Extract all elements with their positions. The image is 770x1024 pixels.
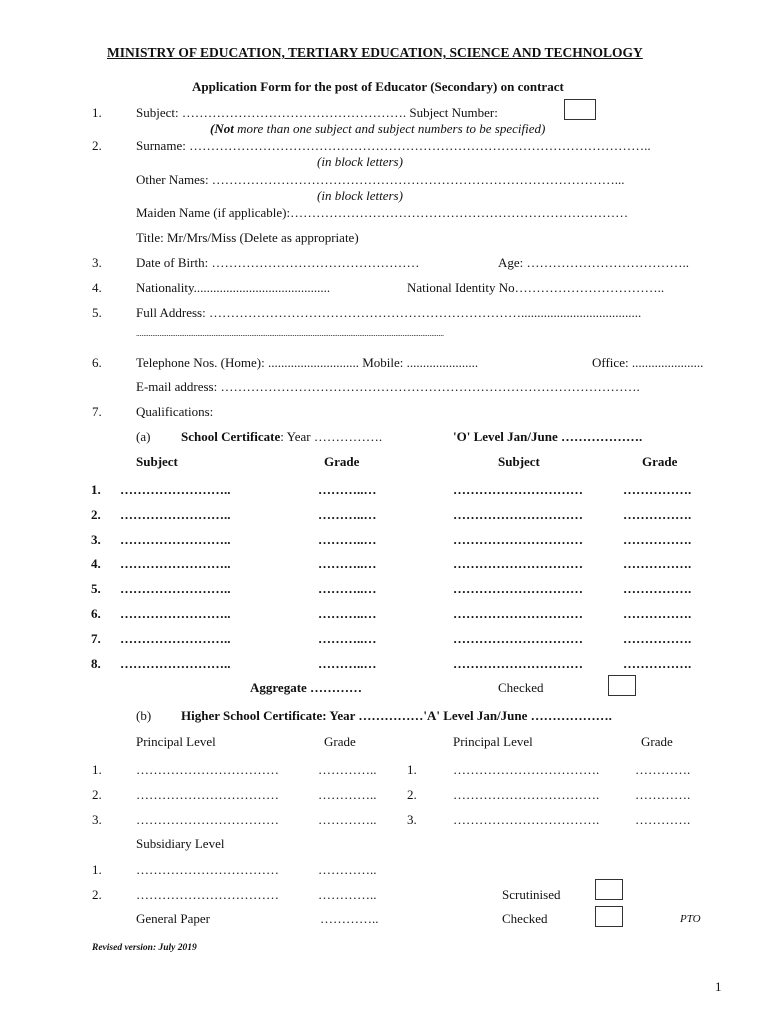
- page-number: 1: [715, 979, 722, 994]
- checked-box[interactable]: [595, 906, 623, 927]
- principal-grade-field[interactable]: ………….: [635, 787, 691, 802]
- checked-box[interactable]: [608, 675, 636, 696]
- principal-grade-field[interactable]: …………..: [318, 812, 377, 827]
- col-principal-level: Principal Level: [453, 734, 533, 749]
- principal-grade-field[interactable]: …………..: [318, 762, 377, 777]
- subject-entry-field[interactable]: …………………………: [453, 556, 583, 572]
- subject-entry-field[interactable]: ……………………..: [120, 606, 231, 621]
- principal-grade-field[interactable]: ………….: [635, 812, 691, 827]
- row-number: 4.: [91, 556, 101, 572]
- grade-entry-field[interactable]: ………..…: [318, 606, 377, 621]
- row-number: 8.: [91, 655, 101, 671]
- grade-entry-field[interactable]: …………….: [623, 655, 692, 671]
- grade-entry-field[interactable]: ………..…: [318, 482, 377, 497]
- scrutinised-box[interactable]: [595, 879, 623, 900]
- telephone-field[interactable]: Telephone Nos. (Home): ............................ Mobile: ......................: [136, 355, 479, 370]
- nationality-field[interactable]: Nationality..........................................: [136, 280, 331, 295]
- col-grade: Grade: [324, 734, 356, 749]
- col-subject: Subject: [136, 454, 178, 469]
- principal-subject-field[interactable]: …………………………….: [453, 787, 600, 802]
- grade-entry-field[interactable]: ………..…: [318, 581, 377, 597]
- grade-entry-field[interactable]: ………..…: [318, 556, 377, 572]
- block-letters-note: (in block letters): [317, 188, 403, 203]
- col-subject: Subject: [498, 454, 540, 469]
- school-certificate-year-field[interactable]: School Certificate: Year …………….: [181, 429, 383, 444]
- row-number: 1.: [91, 482, 101, 497]
- item-number: 2.: [92, 138, 102, 153]
- grade-entry-field[interactable]: …………….: [623, 630, 692, 646]
- subject-entry-field[interactable]: …………………………: [453, 630, 583, 646]
- subject-note: (Not more than one subject and subject numbers to be specified): [210, 121, 546, 136]
- subject-entry-field[interactable]: ……………………..: [120, 581, 231, 597]
- pto-note: PTO: [680, 913, 701, 925]
- o-level-field[interactable]: 'O' Level Jan/June ……………….: [453, 429, 643, 444]
- subject-entry-field[interactable]: ……………………..: [120, 482, 231, 497]
- row-number: 3.: [91, 531, 101, 547]
- grade-entry-field[interactable]: ………..…: [318, 506, 377, 522]
- subject-field[interactable]: Subject: ……………………………………………. Subject Number:: [136, 105, 498, 120]
- aggregate-field[interactable]: Aggregate …………: [250, 680, 363, 695]
- subject-entry-field[interactable]: …………………………: [453, 531, 583, 547]
- revised-version: Revised version: July 2019: [92, 943, 197, 953]
- principal-subject-field[interactable]: …………………………….: [453, 762, 600, 777]
- checked-label: Checked: [502, 911, 548, 926]
- principal-subject-field[interactable]: ……………………………: [136, 787, 279, 802]
- principal-subject-field[interactable]: ……………………………: [136, 812, 279, 827]
- row-number: 2.: [92, 787, 102, 802]
- subject-entry-field[interactable]: …………………………: [453, 506, 583, 522]
- row-number: 5.: [91, 581, 101, 597]
- ministry-heading: MINISTRY OF EDUCATION, TERTIARY EDUCATION, SCIENCE AND TECHNOLOGY: [107, 45, 643, 60]
- subject-entry-field[interactable]: ……………………..: [120, 630, 231, 646]
- form-title: Application Form for the post of Educator (Secondary) on contract: [192, 79, 564, 94]
- subsidiary-grade-field[interactable]: …………..: [318, 862, 377, 877]
- checked-label: Checked: [498, 680, 544, 695]
- surname-field[interactable]: Surname: ……………………………………………………………………………………………..: [136, 138, 651, 153]
- email-field[interactable]: E-mail address: …………………………………………………………………………………….: [136, 379, 640, 394]
- subject-entry-field[interactable]: ……………………..: [120, 556, 231, 572]
- row-number: 6.: [91, 606, 101, 621]
- title-field[interactable]: Title: Mr/Mrs/Miss (Delete as appropriate): [136, 230, 359, 245]
- grade-entry-field[interactable]: …………….: [623, 482, 692, 497]
- section-b-label: (b): [136, 708, 152, 723]
- maiden-name-field[interactable]: Maiden Name (if applicable):……………………………………………………………………: [136, 205, 629, 220]
- grade-entry-field[interactable]: …………….: [623, 531, 692, 547]
- col-principal-level: Principal Level: [136, 734, 216, 749]
- subject-entry-field[interactable]: ……………………..: [120, 655, 231, 671]
- subsidiary-grade-field[interactable]: …………..: [318, 887, 377, 902]
- grade-entry-field[interactable]: …………….: [623, 506, 692, 522]
- col-grade: Grade: [641, 734, 673, 749]
- row-number: 2.: [92, 887, 102, 902]
- office-phone-field[interactable]: Office: ......................: [592, 355, 704, 370]
- item-number: 6.: [92, 355, 102, 370]
- grade-entry-field[interactable]: …………….: [623, 606, 692, 621]
- grade-entry-field[interactable]: ………..…: [318, 655, 377, 671]
- row-number: 7.: [91, 630, 101, 646]
- hsc-year-field[interactable]: Higher School Certificate: Year ……………'A' Level Jan/June ……………….: [181, 708, 612, 723]
- col-grade: Grade: [642, 454, 678, 469]
- age-field[interactable]: Age: ………………………………..: [498, 255, 690, 270]
- row-number: 2.: [91, 506, 101, 522]
- scrutinised-label: Scrutinised: [502, 887, 561, 902]
- grade-entry-field[interactable]: ………..…: [318, 531, 377, 547]
- principal-subject-field[interactable]: ……………………………: [136, 762, 279, 777]
- col-grade: Grade: [324, 454, 360, 469]
- full-address-line-2[interactable]: ...........................................................................................................................................................................: [136, 329, 444, 338]
- item-number: 5.: [92, 305, 102, 320]
- national-id-field[interactable]: National Identity No……………………………..: [407, 280, 665, 295]
- other-names-field[interactable]: Other Names: …………………………………………………………………………………...: [136, 172, 625, 187]
- subsidiary-level-label: Subsidiary Level: [136, 836, 225, 851]
- date-of-birth-field[interactable]: Date of Birth: …………………………………………: [136, 255, 420, 270]
- subject-entry-field[interactable]: …………………………: [453, 655, 583, 671]
- subject-entry-field[interactable]: …………………………: [453, 581, 583, 597]
- subject-entry-field[interactable]: ……………………..: [120, 531, 231, 547]
- general-paper-grade-field[interactable]: …………..: [320, 911, 379, 926]
- row-number: 2.: [407, 787, 417, 802]
- row-number: 3.: [407, 812, 417, 827]
- subject-entry-field[interactable]: …………………………: [453, 606, 583, 621]
- item-number: 1.: [92, 105, 102, 120]
- grade-entry-field[interactable]: …………….: [623, 581, 692, 597]
- general-paper-label: General Paper: [136, 911, 210, 926]
- subsidiary-subject-field[interactable]: ……………………………: [136, 862, 279, 877]
- subsidiary-subject-field[interactable]: ……………………………: [136, 887, 279, 902]
- subject-entry-field[interactable]: ……………………..: [120, 506, 231, 522]
- item-number: 4.: [92, 280, 102, 295]
- full-address-field[interactable]: Full Address: ……………………………………………………………….....................................: [136, 305, 642, 320]
- row-number: 1.: [92, 762, 102, 777]
- subject-entry-field[interactable]: …………………………: [453, 482, 583, 497]
- row-number: 3.: [92, 812, 102, 827]
- principal-grade-field[interactable]: …………..: [318, 787, 377, 802]
- block-letters-note: (in block letters): [317, 154, 403, 169]
- grade-entry-field[interactable]: ………..…: [318, 630, 377, 646]
- principal-grade-field[interactable]: ………….: [635, 762, 691, 777]
- item-number: 7.: [92, 404, 102, 419]
- principal-subject-field[interactable]: …………………………….: [453, 812, 600, 827]
- subject-number-box[interactable]: [564, 99, 596, 120]
- row-number: 1.: [92, 862, 102, 877]
- grade-entry-field[interactable]: …………….: [623, 556, 692, 572]
- qualifications-label: Qualifications:: [136, 404, 214, 419]
- item-number: 3.: [92, 255, 102, 270]
- row-number: 1.: [407, 762, 417, 777]
- section-a-label: (a): [136, 429, 151, 444]
